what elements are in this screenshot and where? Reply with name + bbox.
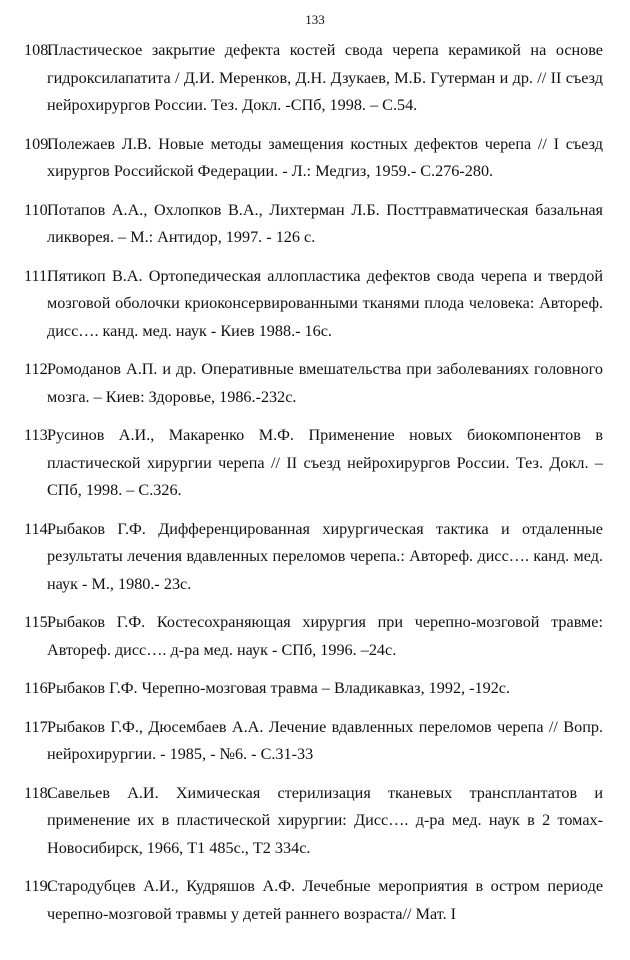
reference-item (0, 780, 630, 863)
reference-text: Рыбаков Г.Ф., Дюсембаев А.А. Лечение вдавленных переломов черепа // Вопр. нейрохирургии. - 1985, - №6. - С.31-33 (47, 717, 603, 763)
reference-item (0, 37, 630, 120)
reference-number: 109. (24, 134, 53, 153)
reference-text: Ромоданов А.П. и др. Оперативные вмешательства при заболеваниях головного мозга. – Киев: Здоровье, 1986.-232с. (47, 360, 603, 406)
reference-item (0, 422, 630, 505)
reference-item (0, 197, 630, 252)
reference-item (0, 714, 630, 769)
reference-item (0, 609, 630, 664)
reference-item (0, 263, 630, 346)
reference-number: 118. (24, 783, 52, 802)
reference-item (0, 675, 630, 703)
reference-number: 112. (24, 360, 52, 378)
reference-number: 111. (24, 266, 52, 285)
reference-text: Рыбаков Г.Ф. Костесохраняющая хирургия при черепно-мозговой травме: Автореф. дисс…. д-ра мед. наук - СПб, 1996. –24с. (47, 613, 603, 659)
reference-number: 114. (24, 519, 52, 538)
reference-text: Рыбаков Г.Ф. Дифференцированная хирургическая тактика и отдаленные результаты лечения вдавленных переломов черепа.: Автореф. дисс…. канд. мед. наук - М., 1980.- 23с. (47, 519, 603, 593)
reference-text: Стародубцев А.И., Кудряшов А.Ф. Лечебные мероприятия в остром периоде черепно-мозговой травмы у детей раннего возраста// Мат. I (47, 877, 603, 923)
page-number: 133 (305, 12, 325, 27)
reference-text: Савельев А.И. Химическая стерилизация тканевых трансплантатов и применение их в пластической хирургии: Дисс…. д-ра мед. наук в 2 томах- Новосибирск, 1966, Т1 485с., Т2 334с. (47, 783, 603, 857)
reference-text: Полежаев Л.В. Новые методы замещения костных дефектов черепа // I съезд хирургов Российской Федерации. - Л.: Медгиз, 1959.- С.276-280. (47, 134, 603, 180)
reference-number: 119. (24, 877, 52, 895)
reference-text: Потапов А.А., Охлопков В.А., Лихтерман Л.Б. Посттравматическая базальная ликворея. – М.: Антидор, 1997. - 126 с. (47, 200, 603, 246)
reference-number: 115. (24, 613, 52, 631)
reference-number: 117. (24, 717, 52, 736)
reference-item (0, 356, 630, 411)
reference-item (0, 873, 630, 928)
reference-text: Пластическое закрытие дефекта костей свода черепа керамикой на основе гидроксилапатита / Д.И. Меренков, Д.Н. Дзукаев, М.Б. Гутерман и др. // II съезд нейрохирургов России. Тез. Докл. -СПб, 1998. – С.54. (47, 41, 603, 114)
reference-number: 108. (24, 41, 53, 59)
reference-text: Пятикоп В.А. Ортопедическая аллопластика дефектов свода черепа и твердой мозговой оболочки криоконсервированными тканями плода человека: Автореф. дисс…. канд. мед. наук - Киев 1988.- 16с. (47, 266, 603, 340)
reference-number: 110. (24, 200, 52, 219)
reference-item (0, 131, 630, 186)
reference-text: Русинов А.И., Макаренко М.Ф. Применение новых биокомпонентов в пластической хирургии черепа // II съезд нейрохирургов России. Тез. Докл. – СПб, 1998. – С.326. (47, 426, 603, 499)
reference-number: 116. (24, 679, 52, 697)
reference-list (0, 37, 630, 939)
reference-number: 113. (24, 426, 52, 444)
reference-item (0, 516, 630, 599)
reference-text: Рыбаков Г.Ф. Черепно-мозговая травма – Владикавказ, 1992, -192с. (47, 679, 511, 697)
